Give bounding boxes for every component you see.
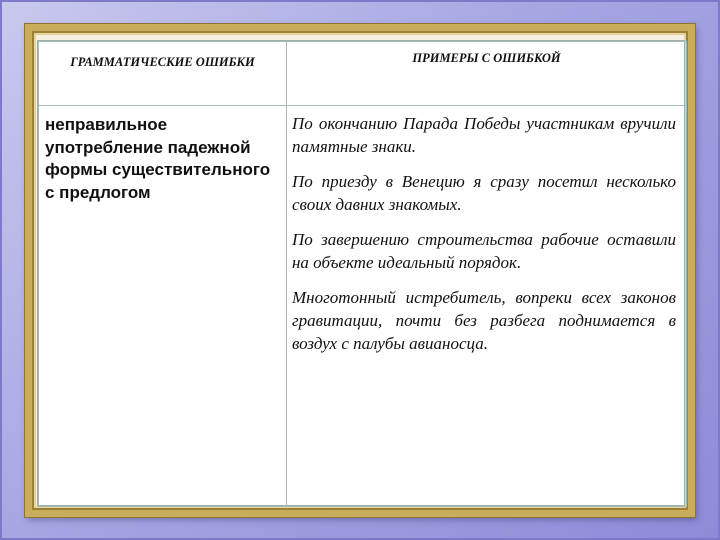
header-grammar-errors: ГРАММАТИЧЕСКИЕ ОШИБКИ	[39, 42, 287, 106]
example-sentence-4: Многотонный истребитель, вопреки всех законов гравитации, почти без разбега поднимается в воздух с палубы авианосца.	[292, 288, 676, 353]
example-sentence-1: По окончанию Парада Победы участникам вручили памятные знаки.	[292, 114, 676, 156]
content-panel	[37, 40, 685, 506]
header-examples-with-error: ПРИМЕРЫ С ОШИБКОЙ	[287, 42, 687, 106]
error-type-cell: неправильное употребление падежной формы существительного с предлогом	[39, 106, 287, 507]
examples-cell	[287, 106, 687, 507]
example-sentence-2: По приезду в Венецию я сразу посетил несколько своих давних знакомых.	[292, 172, 676, 214]
example-sentence-3: По завершению строительства рабочие оставили на объекте идеальный порядок.	[292, 230, 676, 272]
grammar-errors-table	[38, 41, 687, 507]
table-row	[39, 106, 687, 507]
table-header-row	[39, 42, 687, 106]
